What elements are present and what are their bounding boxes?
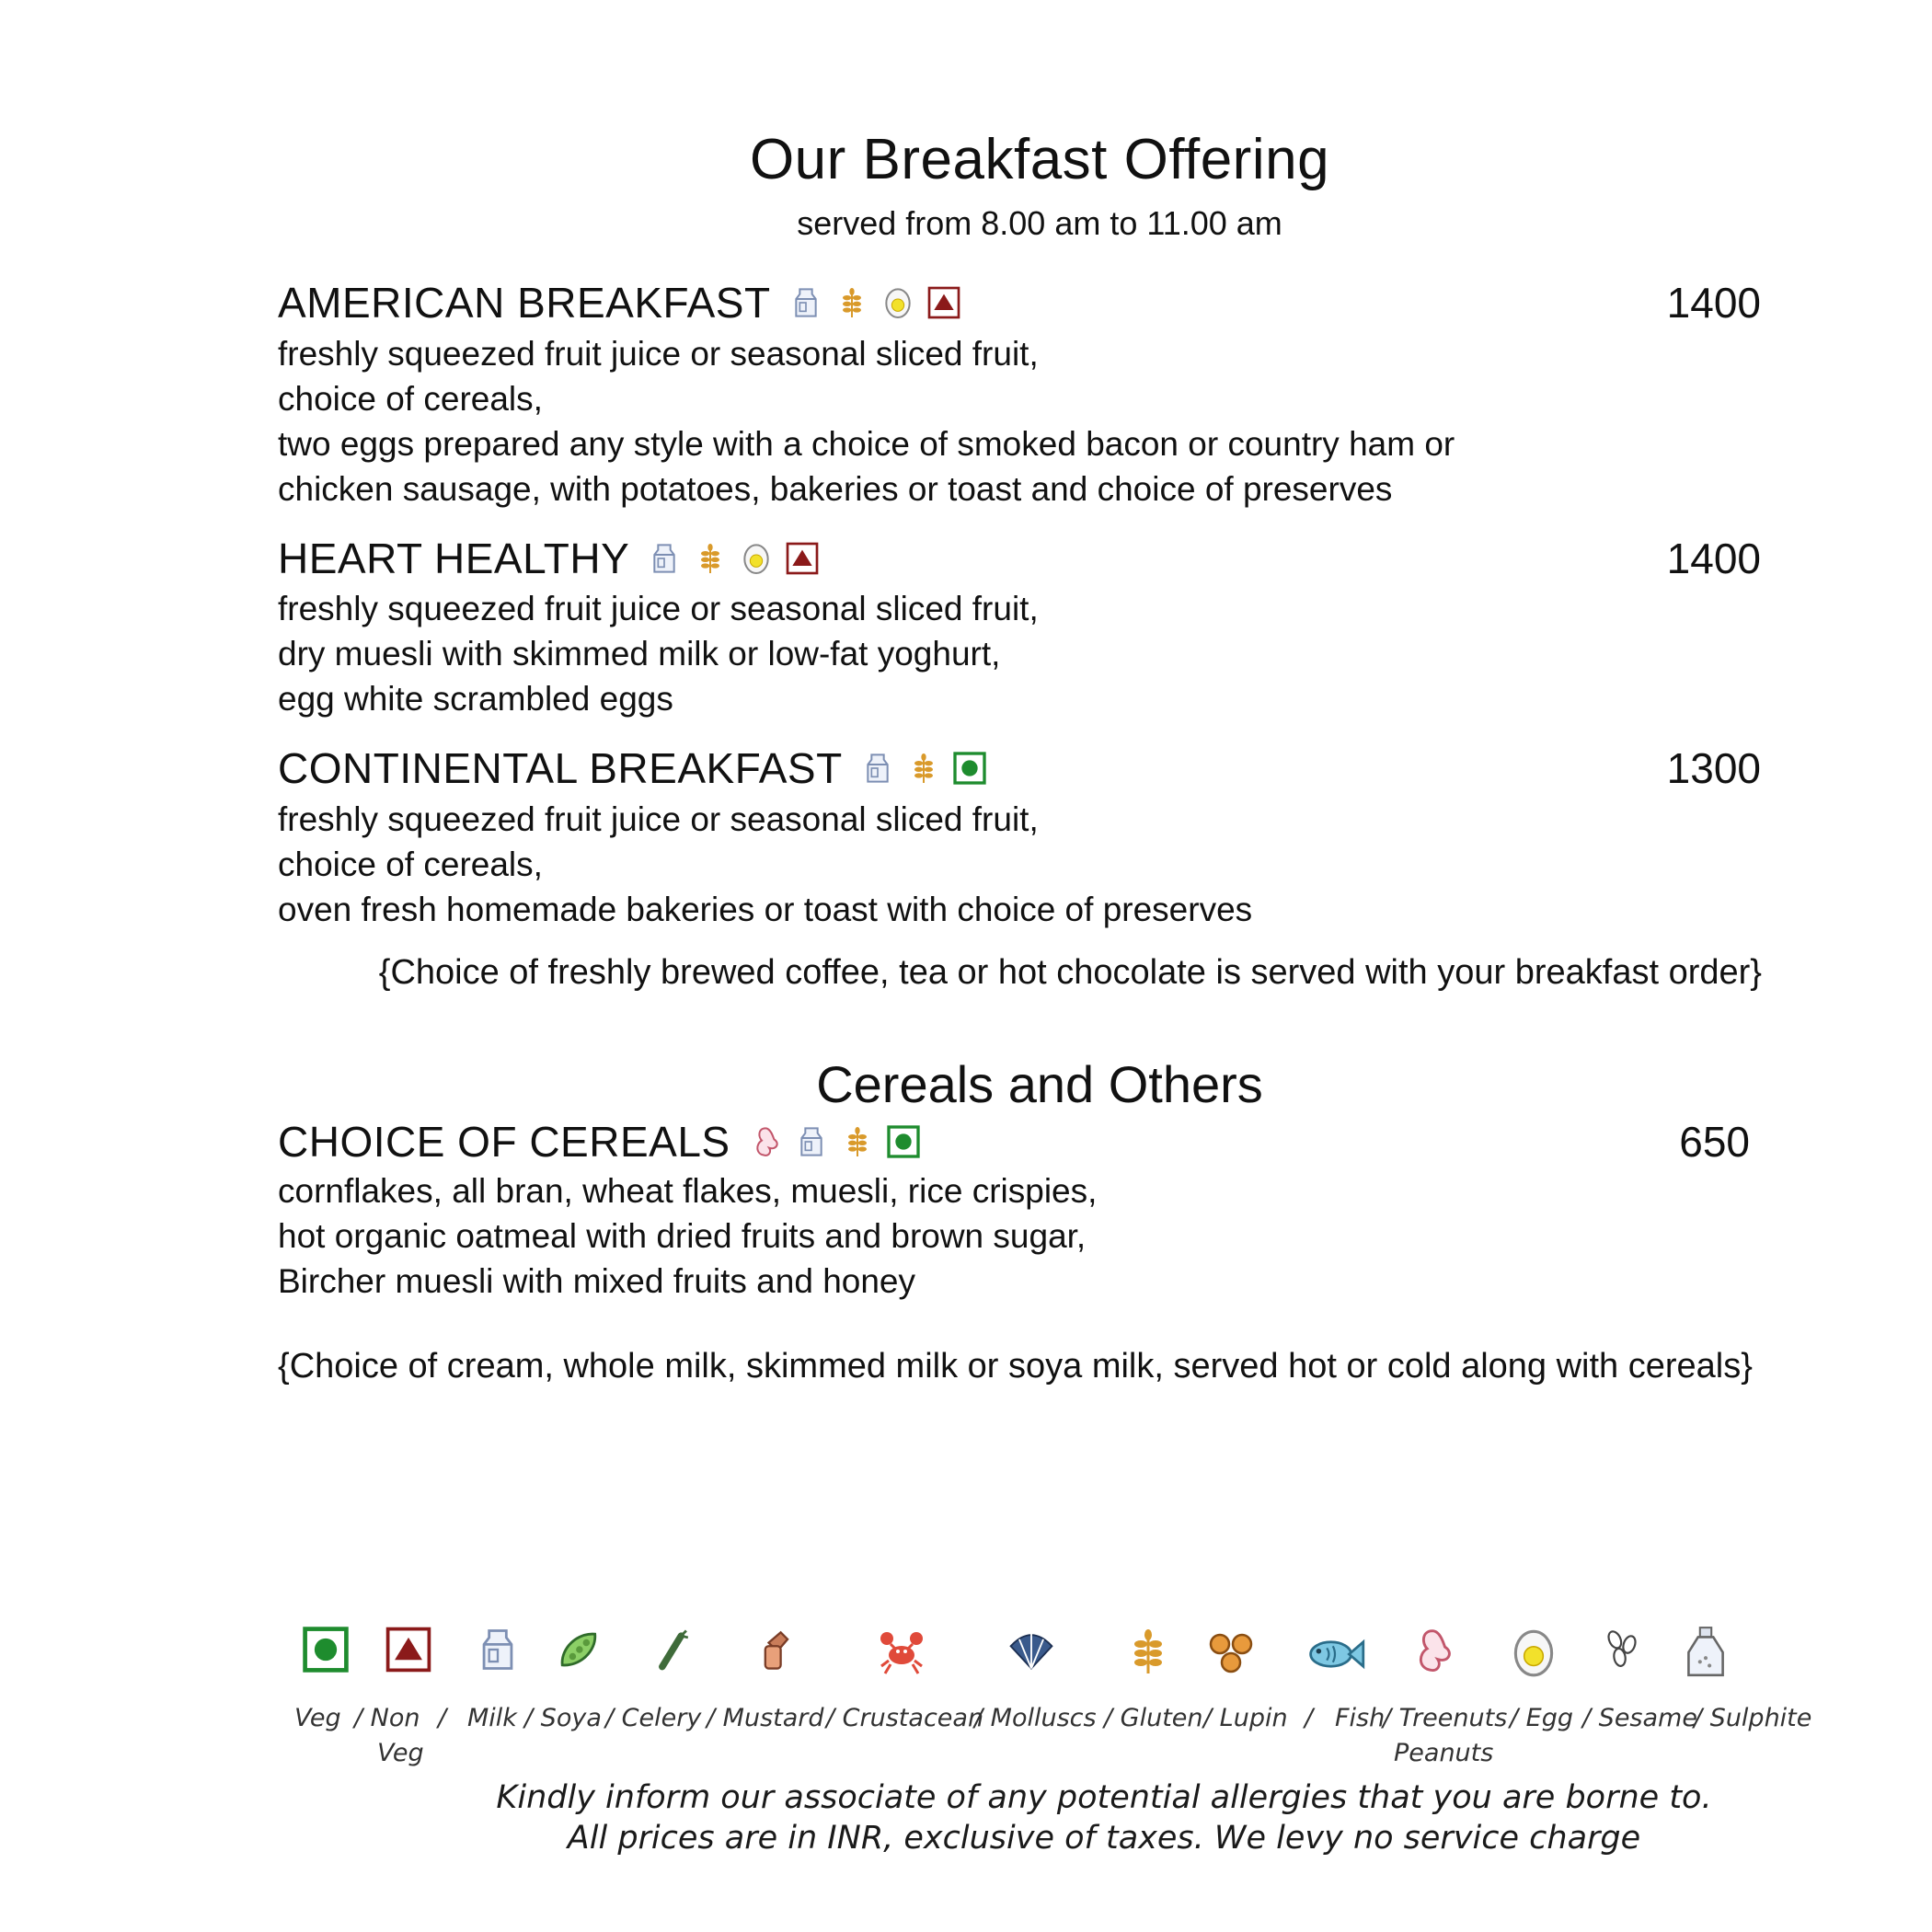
legend-treenuts-peanuts-icon (1406, 1624, 1459, 1682)
crustacean-icon (874, 1624, 929, 1679)
legend-veg-icon (300, 1624, 351, 1680)
legend-fish-icon (1305, 1624, 1365, 1689)
legend-egg-icon (1505, 1624, 1562, 1685)
legend-sesame-icon (1599, 1624, 1647, 1676)
non-veg-icon (383, 1624, 434, 1675)
gluten-icon (692, 540, 729, 577)
page-title: Our Breakfast Offering (749, 128, 1330, 191)
legend-label: / Gluten (1104, 1704, 1203, 1732)
item-price: 1400 (1666, 535, 1761, 582)
item-description (278, 586, 1039, 721)
egg-icon (1505, 1624, 1562, 1681)
legend-crustacean-icon (874, 1624, 929, 1684)
soya-icon (552, 1624, 604, 1675)
description-line: freshly squeezed fruit juice or seasonal sliced fruit, (278, 335, 1039, 373)
legend-molluscs-icon (1006, 1624, 1057, 1680)
legend-mustard-icon (750, 1624, 801, 1680)
allergen-legend-icons (293, 1624, 1801, 1679)
milk-icon (646, 540, 683, 577)
item-icons (747, 1123, 922, 1160)
legend-soya-icon (552, 1624, 604, 1680)
veg-icon (951, 750, 988, 787)
legend-gluten-icon (1121, 1624, 1176, 1684)
item-price: 1300 (1666, 744, 1761, 792)
milk-icon (859, 750, 896, 787)
item-name: CONTINENTAL BREAKFAST (278, 744, 843, 792)
description-line: oven fresh homemade bakeries or toast with choice of preserves (278, 891, 1253, 928)
item-price: 1400 (1666, 279, 1761, 327)
mustard-icon (750, 1624, 801, 1675)
veg-icon (885, 1123, 922, 1160)
veg-icon (300, 1624, 351, 1675)
gluten-icon (839, 1123, 876, 1160)
description-line: freshly squeezed fruit juice or seasonal sliced fruit, (278, 590, 1039, 627)
item-icons (859, 750, 988, 787)
legend-label: / Sulphite (1694, 1704, 1812, 1732)
legend-label: / Non (354, 1704, 420, 1732)
legend-label: / Molluscs (974, 1704, 1097, 1732)
item-name: CHOICE OF CEREALS (278, 1118, 730, 1166)
description-line: two eggs prepared any style with a choice of smoked bacon or country ham or (278, 425, 1455, 463)
description-line: choice of cereals, (278, 380, 543, 418)
egg-icon (880, 284, 916, 321)
description-line: chicken sausage, with potatoes, bakeries or toast and choice of preserves (278, 470, 1393, 508)
description-line: choice of cereals, (278, 845, 543, 883)
legend-label: / (1305, 1704, 1314, 1732)
celery-icon (647, 1624, 698, 1675)
legend-label: / Celery (605, 1704, 702, 1732)
description-line: egg white scrambled eggs (278, 680, 673, 718)
legend-label: / Soya (524, 1704, 602, 1732)
molluscs-icon (1006, 1624, 1057, 1675)
milk-icon (788, 284, 824, 321)
fish-icon (1305, 1624, 1365, 1685)
cereals-note: {Choice of cream, whole milk, skimmed milk or soya milk, served hot or cold along with cereals} (278, 1347, 1753, 1386)
allergy-notice: Kindly inform our associate of any potential allergies that you are borne to. (496, 1779, 1712, 1816)
non-veg-icon (926, 284, 962, 321)
legend-label: Veg (294, 1704, 341, 1732)
non-veg-icon (784, 540, 821, 577)
legend-sulphite-icon (1677, 1624, 1734, 1685)
lupin-icon (1203, 1624, 1259, 1679)
legend-celery-icon (647, 1624, 698, 1680)
legend-lupin-icon (1203, 1624, 1259, 1684)
legend-non-veg-icon (383, 1624, 434, 1680)
description-line: cornflakes, all bran, wheat flakes, muesli, rice crispies, (278, 1172, 1098, 1210)
item-icons (788, 284, 962, 321)
breakfast-note: {Choice of freshly brewed coffee, tea or hot chocolate is served with your breakfast order} (378, 953, 1762, 992)
description-line: Bircher muesli with mixed fruits and honey (278, 1262, 916, 1300)
legend-label: / Mustard (707, 1704, 824, 1732)
gluten-icon (905, 750, 942, 787)
menu-item-heart-healthy (278, 534, 821, 583)
legend-label: / (438, 1704, 447, 1732)
egg-icon (738, 540, 775, 577)
legend-label: / Lupin (1203, 1704, 1288, 1732)
menu-item-choice-of-cereals (278, 1117, 922, 1167)
section-title: Cereals and Others (816, 1055, 1263, 1113)
price-notice: All prices are in INR, exclusive of taxes. We levy no service charge (567, 1820, 1641, 1857)
legend-label: Veg (377, 1739, 424, 1767)
description-line: hot organic oatmeal with dried fruits and brown sugar, (278, 1217, 1087, 1255)
item-price: 650 (1679, 1118, 1750, 1166)
legend-label: / Egg (1510, 1704, 1574, 1732)
gluten-icon (1121, 1624, 1176, 1679)
gluten-icon (834, 284, 870, 321)
item-description (278, 1168, 1097, 1304)
sesame-icon (1599, 1624, 1647, 1672)
page-subtitle: served from 8.00 am to 11.00 am (797, 204, 1282, 242)
milk-icon (793, 1123, 830, 1160)
milk-icon (472, 1624, 523, 1675)
legend-label: Fish (1335, 1704, 1386, 1732)
menu-item-continental-breakfast (278, 743, 988, 793)
item-description (278, 797, 1252, 932)
menu-item-american-breakfast (278, 278, 962, 328)
treenuts-peanuts-icon (1406, 1624, 1459, 1677)
item-name: AMERICAN BREAKFAST (278, 279, 771, 327)
description-line: freshly squeezed fruit juice or seasonal sliced fruit, (278, 800, 1039, 838)
item-description (278, 331, 1455, 512)
legend-milk-icon (472, 1624, 523, 1680)
legend-label: / Treenuts (1383, 1704, 1508, 1732)
legend-label: / Sesame (1582, 1704, 1697, 1732)
treenuts-peanuts-icon (747, 1123, 784, 1160)
legend-label: / Crustacean (826, 1704, 984, 1732)
legend-label: Peanuts (1394, 1739, 1494, 1767)
sulphite-icon (1677, 1624, 1734, 1681)
item-icons (646, 540, 821, 577)
description-line: dry muesli with skimmed milk or low-fat yoghurt, (278, 635, 1001, 673)
item-name: HEART HEALTHY (278, 535, 630, 582)
legend-label: Milk (467, 1704, 517, 1732)
